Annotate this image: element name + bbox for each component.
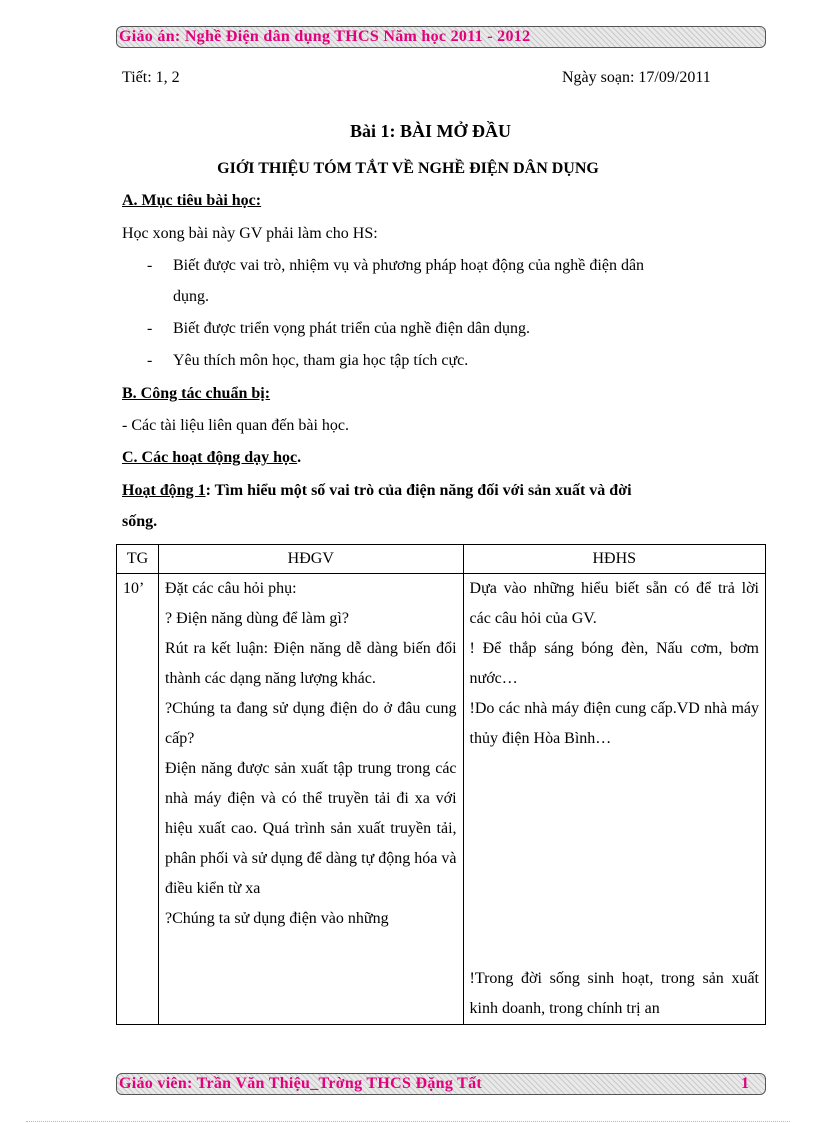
lesson-period: Tiết: 1, 2: [122, 69, 180, 86]
teacher-line: Đặt các câu hỏi phụ:: [165, 580, 297, 597]
activity-heading-line1: [122, 482, 632, 500]
section-a-intro: Học xong bài này GV phải làm cho HS:: [122, 225, 378, 242]
teacher-line: ?Chúng ta sử dụng điện vào những: [165, 910, 389, 927]
prep-date: Ngày soạn: 17/09/2011: [562, 69, 711, 86]
student-line: !Trong đời sống sinh hoạt, trong sản xuất kinh doanh, trong chính trị an: [469, 970, 759, 1017]
lesson-title: Bài 1: BÀI MỞ ĐẦU: [350, 121, 511, 141]
activity-text-line2: sống: [122, 513, 154, 530]
objective-2: Biết được triển vọng phát triển của nghề điện dân dụng.: [173, 320, 531, 337]
activity-heading-line2: [122, 513, 157, 531]
teacher-line: Rút ra kết luận: Điện năng dễ dàng biến đổi thành các dạng năng lượng khác.: [165, 640, 457, 687]
page-number: 1: [741, 1075, 749, 1092]
activity-text-end: .: [153, 513, 158, 530]
table-row: [117, 574, 766, 1025]
teacher-line: Điện năng được sản xuất tập trung trong các nhà máy điện và có thể truyền tải đi xa với hiệu xuất cao. Quá trình sản xuất truyền tải, phân phối và sử dụng để dàng tự động hóa và điều kiển từ xa: [165, 760, 457, 897]
header-banner-text: Giáo án: Nghề Điện dân dụng THCS Năm học 2011 - 2012: [119, 28, 531, 45]
student-line: !Do các nhà máy điện cung cấp.VD nhà máy thủy điện Hòa Bình…: [469, 700, 759, 747]
header-student-activity: HĐHS: [463, 545, 765, 574]
teacher-line: ?Chúng ta đang sử dụng điện do ở đâu cung cấp?: [165, 700, 457, 747]
objective-1-line2: dụng.: [173, 288, 209, 305]
teacher-line: ? Điện năng dùng để làm gì?: [165, 610, 349, 627]
footer-banner: [116, 1073, 766, 1095]
header-banner: [116, 26, 766, 48]
spacer: [470, 754, 759, 964]
section-c-heading: [122, 449, 301, 467]
bullet-mark: -: [147, 320, 153, 337]
activity-text-line1: : Tìm hiểu một số vai trò của điện năng đối với sản xuất và đời: [205, 482, 632, 499]
header-teacher-activity: HĐGV: [159, 545, 464, 574]
time-cell: 10’: [117, 574, 159, 1025]
student-line: ! Để thắp sáng bóng đèn, Nấu cơm, bơm nước…: [469, 640, 759, 687]
footer-banner-text: Giáo viên: Trần Văn Thiệu_Trờng THCS Đặng Tất: [119, 1075, 483, 1092]
section-c-heading-text: C. Các hoạt động dạy học: [122, 449, 298, 466]
bullet-mark: -: [147, 257, 153, 274]
student-activity-cell: [463, 574, 765, 1025]
section-a-heading: A. Mục tiêu bài học:: [122, 192, 262, 209]
section-b-item: - Các tài liệu liên quan đến bài học.: [122, 417, 350, 434]
activity-label: Hoạt động 1: [122, 482, 206, 499]
bullet-mark: -: [147, 352, 153, 369]
objective-1-line1: Biết được vai trò, nhiệm vụ và phương pháp hoạt động của nghề điện dân: [173, 257, 645, 274]
lesson-subtitle: GIỚI THIỆU TÓM TẮT VỀ NGHỀ ĐIỆN DÂN DỤNG: [217, 160, 599, 177]
objective-3: Yêu thích môn học, tham gia học tập tích cực.: [173, 352, 469, 369]
lesson-activity-table: [116, 544, 766, 1025]
teacher-activity-cell: [159, 574, 464, 1025]
page-edge-divider: [26, 1121, 790, 1122]
section-c-heading-end: .: [297, 449, 302, 466]
section-b-heading: B. Công tác chuẩn bị:: [122, 385, 271, 402]
student-line: Dựa vào những hiểu biết sẵn có để trả lời các câu hỏi của GV.: [469, 580, 759, 627]
header-time: TG: [117, 545, 159, 574]
table-header-row: [117, 545, 766, 574]
